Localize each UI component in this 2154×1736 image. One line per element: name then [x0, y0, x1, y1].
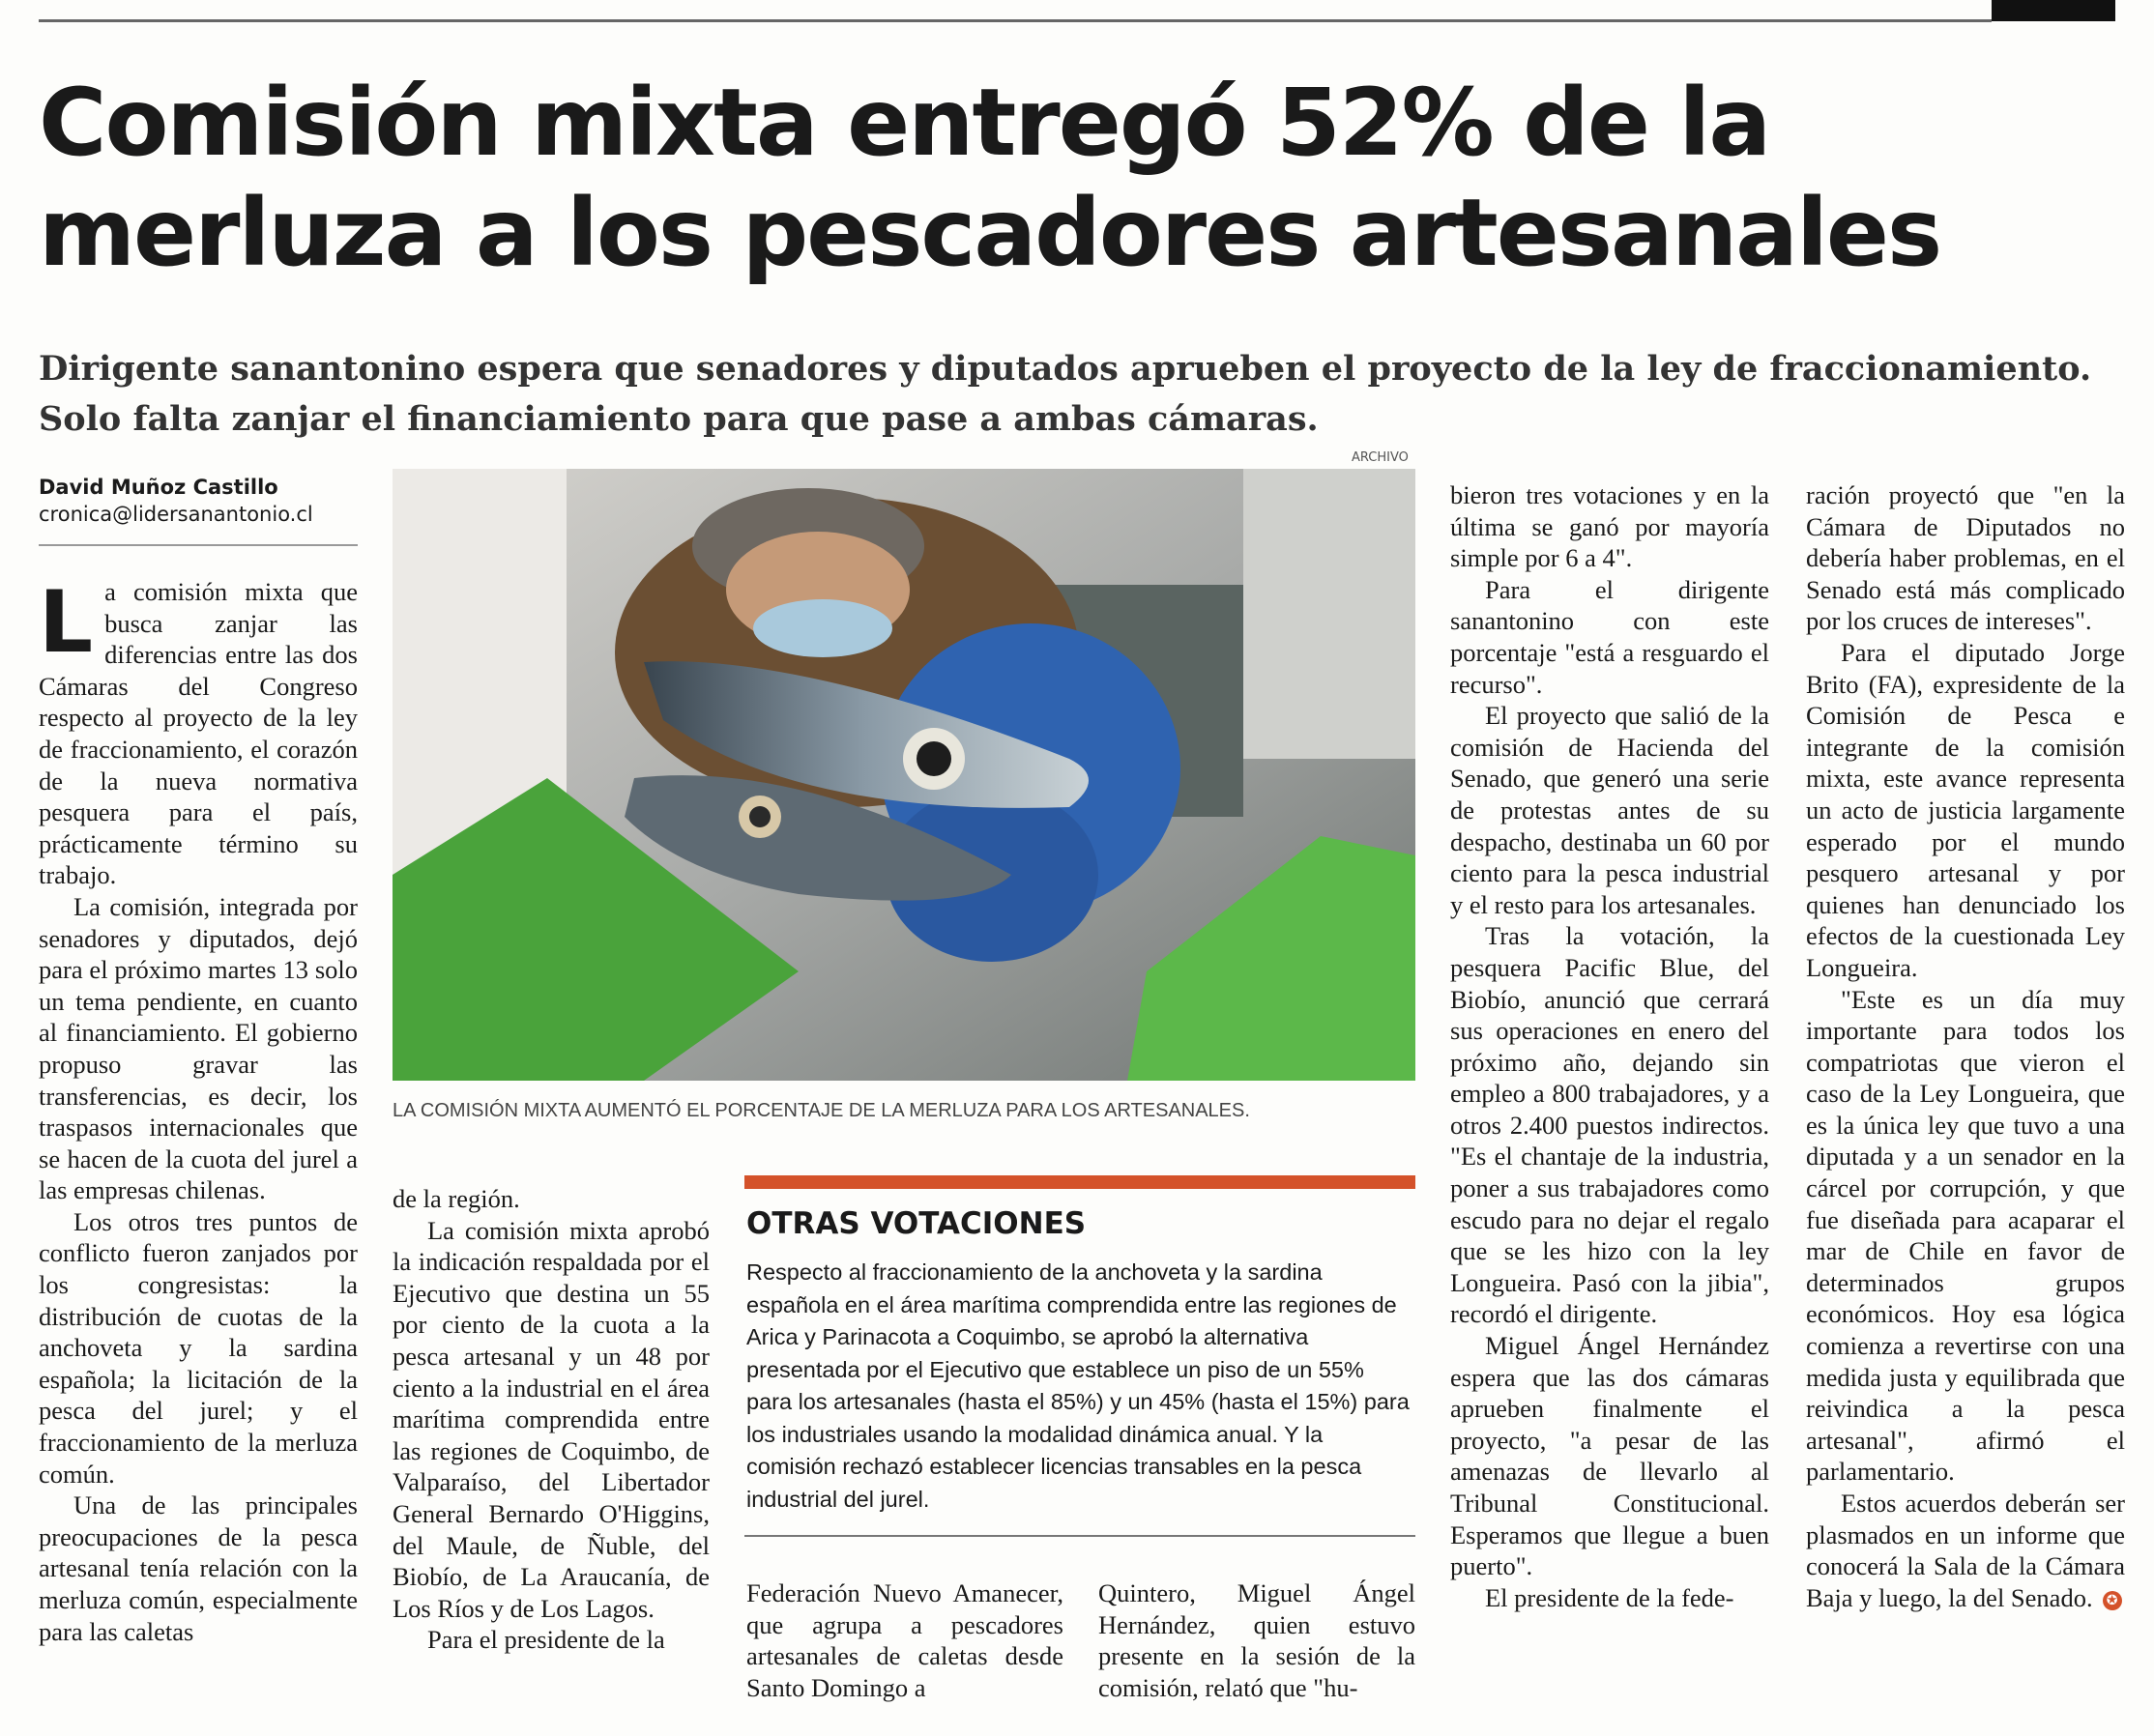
- author-name: David Muñoz Castillo: [39, 476, 278, 499]
- photo-illustration: [393, 469, 1415, 1081]
- dropcap: L: [39, 572, 94, 672]
- body-paragraph: [39, 572, 358, 891]
- deck: Dirigente sanantonino espera que senadores y diputados aprueben el proyecto de la ley de fraccionamiento. Solo falta zanjar el financiamiento para que pase a ambas cámaras.: [39, 349, 2092, 439]
- closing-text: Estos acuerdos deberán ser plasmados en un informe que conocerá la Sala de la Cámara Baja y luego, la del Senado.: [1806, 1489, 2125, 1612]
- body-column-1: [39, 572, 358, 1647]
- lead-text: a comisión mixta que busca zanjar las diferencias entre las dos Cámaras del Congreso respecto al proyecto de la ley de fraccionamiento, el corazón de la nueva normativa pesquera para el país, prácticamente término su trabajo.: [39, 577, 358, 890]
- photo-caption: LA COMISIÓN MIXTA AUMENTÓ EL PORCENTAJE DE LA MERLUZA PARA LOS ARTESANALES.: [393, 1100, 1250, 1121]
- body-paragraph: Para el dirigente sanantonino con este porcentaje "está a resguardo el recurso".: [1450, 574, 1769, 699]
- byline: [39, 474, 358, 528]
- body-paragraph: bieron tres votaciones y en la última se ganó por mayoría simple por 6 a 4".: [1450, 480, 1769, 573]
- body-paragraph: Federación Nuevo Amanecer, que agrupa a pescadores artesanales de caletas desde Santo Domingo a: [746, 1578, 1063, 1702]
- top-rule: [39, 19, 1992, 22]
- byline-divider: [39, 544, 358, 546]
- body-paragraph: Miguel Ángel Hernández espera que las dos cámaras aprueben finalmente el proyecto, "a pesar de las amenazas de llevarlo al Tribunal Constitucional. Esperamos que llegue a buen puerto".: [1450, 1331, 1769, 1581]
- body-paragraph: Tras la votación, la pesquera Pacific Blue, del Biobío, anunció que cerrará sus operaciones en enero del próximo año, dejando sin empleo a 800 trabajadores, y a otros 2.400 puestos indirectos. "Es el chantaje de la industria, poner a sus trabajadores como escudo para no dejar el regalo que se les hizo con la ley Longueira. Pasó con la jibia", recordó el dirigente.: [1450, 921, 1769, 1329]
- body-paragraph: [1806, 1488, 2125, 1613]
- end-mark-icon: ✪: [2103, 1591, 2122, 1610]
- author-email: cronica@lidersanantonio.cl: [39, 503, 313, 526]
- section-tab: [1992, 0, 2115, 21]
- body-column-2: [393, 1183, 710, 1656]
- body-paragraph: de la región.: [393, 1184, 520, 1213]
- sidebar-text: Respecto al fraccionamiento de la anchoveta y la sardina española en el área marítima comprendida entre las regiones de Arica y Parinacota a Coquimbo, se aprobó la alternativa presentada por el Ejecutivo que establece un piso de un 55% para los artesanales (hasta el 85%) y un 45% (hasta el 15%) para los industriales usando la modalidad dinámica anual. Y la comisión rechazó establecer licencias transables en la pesca industrial del jurel.: [746, 1259, 1410, 1512]
- body-paragraph: El proyecto que salió de la comisión de Hacienda del Senado, que generó una serie de protestas antes de su despacho, destinaba un 60 por ciento para la pesca industrial y el resto para los artesanales.: [1450, 701, 1769, 919]
- sidebar-divider: [744, 1535, 1415, 1537]
- news-photo: [393, 469, 1415, 1081]
- body-paragraph: Los otros tres puntos de conflicto fueron zanjados por los congresistas: la distribución de cuotas de la anchoveta y la sardina española; la licitación de la pesca del jurel; y el fraccionamiento de la merluza común.: [39, 1206, 358, 1489]
- body-column-6: [1098, 1577, 1415, 1703]
- headline: Comisión mixta entregó 52% de la merluza a los pescadores artesanales: [39, 69, 1941, 287]
- body-column-4: [1806, 479, 2125, 1613]
- body-column-5: [746, 1577, 1063, 1703]
- body-paragraph: La comisión, integrada por senadores y diputados, dejó para el próximo martes 13 solo un tema pendiente, en cuanto al financiamiento. El gobierno propuso gravar las transferencias, es decir, los traspasos internacionales que se hacen de la cuota del jurel a las empresas chilenas.: [39, 891, 358, 1205]
- body-column-3: [1450, 479, 1769, 1613]
- photo-credit: ARCHIVO: [1352, 450, 1409, 465]
- body-paragraph: El presidente de la fede-: [1485, 1582, 1734, 1612]
- body-paragraph: Para el presidente de la: [427, 1625, 665, 1655]
- body-paragraph: Una de las principales preocupaciones de la pesca artesanal tenía relación con la merluza común, especialmente para las caletas: [39, 1490, 358, 1646]
- body-paragraph: Para el diputado Jorge Brito (FA), expresidente de la Comisión de Pesca e integrante de la comisión mixta, este avance representa un acto de justicia largamente esperado por el mundo pesquero artesanal y por quienes han denunciado los efectos de la cuestionada Ley Longueira.: [1806, 637, 2125, 982]
- body-paragraph: "Este es un día muy importante para todos los compatriotas que vieron el caso de la Ley Longueira, que es la única ley que tuvo a una diputada y a un senador en la cárcel por corrupción, y que fue diseñada para acaparar el mar de Chile en favor de determinados grupos económicos. Hoy esa lógica comienza a revertirse con una medida justa y equilibrada que reivindica a la pesca artesanal", afirmó el parlamentario.: [1806, 984, 2125, 1487]
- body-paragraph: La comisión mixta aprobó la indicación respaldada por el Ejecutivo que destina un 55 por ciento de la cuota a la pesca artesanal y un 48 por ciento a la industrial en el área marítima comprendida entre las regiones de Coquimbo, de Valparaíso, del Libertador General Bernardo O'Higgins, del Maule, de Ñuble, del Biobío, de La Araucanía, de Los Ríos y de Los Lagos.: [393, 1215, 710, 1623]
- body-paragraph: Quintero, Miguel Ángel Hernández, quien estuvo presente en la sesión de la comisión, relató que "hu-: [1098, 1578, 1415, 1702]
- body-paragraph: ración proyectó que "en la Cámara de Diputados no debería haber problemas, en el Senado está más complicado por los cruces de intereses".: [1806, 480, 2125, 636]
- sidebar-accent-bar: [744, 1175, 1415, 1189]
- sidebar-title: OTRAS VOTACIONES: [746, 1206, 1087, 1241]
